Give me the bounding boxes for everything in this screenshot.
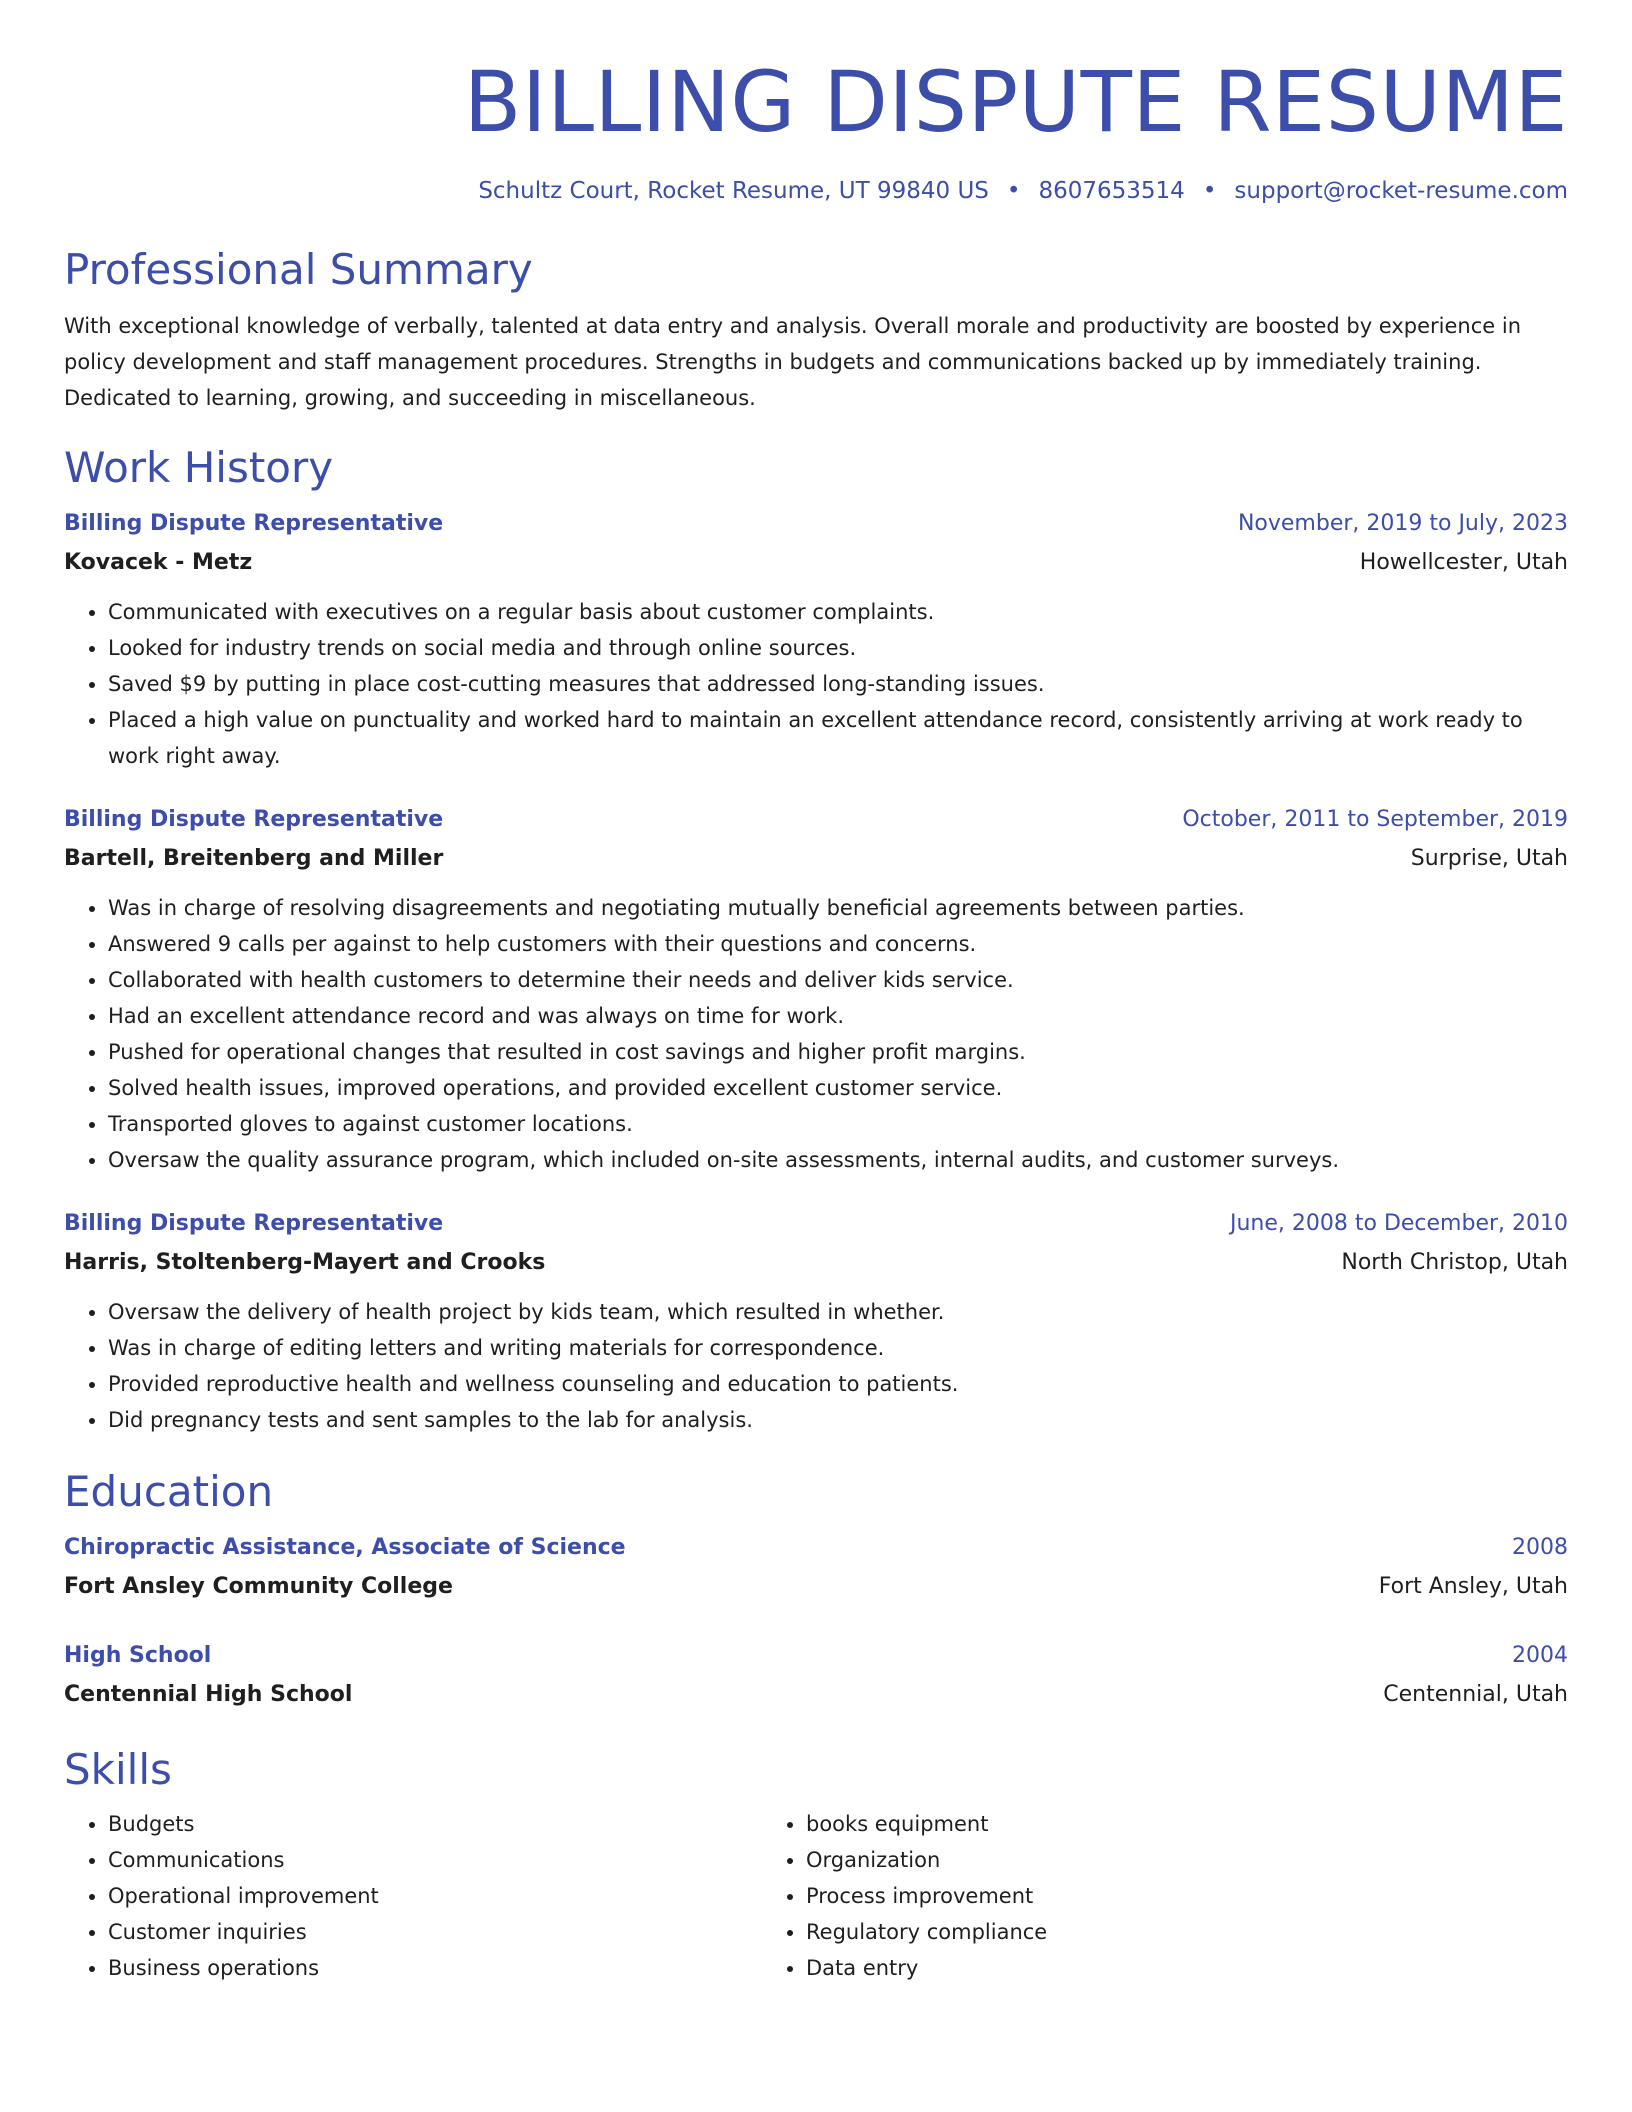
- education-location: Fort Ansley, Utah: [1378, 1574, 1568, 1599]
- job-bullet: • Oversaw the delivery of health project by kids team, which resulted in whether.: [108, 1294, 1568, 1330]
- job-location: Howellcester, Utah: [1359, 550, 1568, 575]
- job-role: Billing Dispute Representative: [64, 1211, 444, 1236]
- education-degree: High School: [64, 1643, 212, 1668]
- skill-item: • Customer inquiries: [108, 1914, 762, 1950]
- job-bullet: • Oversaw the quality assurance program, which included on-site assessments, internal audits, and customer surveys.: [108, 1142, 1568, 1178]
- contact-address: Schultz Court, Rocket Resume, UT 99840 US: [478, 178, 989, 204]
- job-company: Bartell, Breitenberg and Miller: [64, 846, 444, 871]
- job-bullets: [64, 594, 1568, 774]
- job-dates: June, 2008 to December, 2010: [1229, 1211, 1568, 1236]
- job-bullet: • Solved health issues, improved operations, and provided excellent customer service.: [108, 1070, 1568, 1106]
- job-bullet: • Did pregnancy tests and sent samples to the lab for analysis.: [108, 1402, 1568, 1438]
- education-location: Centennial, Utah: [1383, 1682, 1568, 1707]
- skill-item: • Communications: [108, 1842, 762, 1878]
- contact-separator: •: [1202, 178, 1217, 204]
- education-year: 2008: [1512, 1535, 1568, 1560]
- contact-phone: 8607653514: [1038, 178, 1185, 204]
- job-bullets: [64, 890, 1568, 1178]
- job-bullet: • Had an excellent attendance record and was always on time for work.: [108, 998, 1568, 1034]
- job-bullet: • Was in charge of editing letters and writing materials for correspondence.: [108, 1330, 1568, 1366]
- summary-heading: Professional Summary: [64, 245, 533, 294]
- job-bullet: • Was in charge of resolving disagreements and negotiating mutually beneficial agreements between parties.: [108, 890, 1568, 926]
- job-bullet: • Communicated with executives on a regular basis about customer complaints.: [108, 594, 1568, 630]
- contact-line: [64, 176, 1568, 206]
- job-bullet: • Saved $9 by putting in place cost-cutting measures that addressed long-standing issues.: [108, 666, 1568, 702]
- job-entry: [64, 1204, 1568, 1438]
- skills-column-right: [762, 1806, 1460, 1986]
- resume-title: BILLING DISPUTE RESUME: [463, 53, 1568, 151]
- education-entry: [64, 1528, 1568, 1606]
- job-bullet: • Provided reproductive health and wellness counseling and education to patients.: [108, 1366, 1568, 1402]
- job-entry: [64, 504, 1568, 774]
- job-bullet: • Answered 9 calls per against to help customers with their questions and concerns.: [108, 926, 1568, 962]
- job-bullet: • Transported gloves to against customer locations.: [108, 1106, 1568, 1142]
- skill-item: • Regulatory compliance: [806, 1914, 1460, 1950]
- skill-item: • Business operations: [108, 1950, 762, 1986]
- job-bullet: • Placed a high value on punctuality and worked hard to maintain an excellent attendance record, consistently arriving at work ready to work right away.: [108, 702, 1568, 774]
- job-role: Billing Dispute Representative: [64, 807, 444, 832]
- skill-item: • Process improvement: [806, 1878, 1460, 1914]
- contact-email: support@rocket-resume.com: [1234, 178, 1568, 204]
- job-bullet: • Collaborated with health customers to determine their needs and deliver kids service.: [108, 962, 1568, 998]
- job-entry: [64, 800, 1568, 1178]
- education-year: 2004: [1512, 1643, 1568, 1668]
- work-history-heading: Work History: [64, 443, 334, 492]
- job-bullets: [64, 1294, 1568, 1438]
- education-degree: Chiropractic Assistance, Associate of Science: [64, 1535, 626, 1560]
- job-company: Kovacek - Metz: [64, 550, 253, 575]
- skills-column-left: [64, 1806, 762, 1986]
- job-company: Harris, Stoltenberg-Mayert and Crooks: [64, 1250, 546, 1275]
- skill-item: • Organization: [806, 1842, 1460, 1878]
- education-entry: [64, 1636, 1568, 1714]
- skills-heading: Skills: [64, 1745, 172, 1794]
- job-dates: November, 2019 to July, 2023: [1237, 511, 1568, 536]
- job-role: Billing Dispute Representative: [64, 511, 444, 536]
- skill-item: • Budgets: [108, 1806, 762, 1842]
- contact-separator: •: [1006, 178, 1021, 204]
- summary-text: With exceptional knowledge of verbally, talented at data entry and analysis. Overall morale and productivity are boosted by experience in policy development and staff management procedures. Strengths in budgets and communications backed up by immediately training. Dedicated to learning, growing, and succeeding in miscellaneous.: [64, 314, 1522, 410]
- job-location: North Christop, Utah: [1341, 1250, 1568, 1275]
- skill-item: • Data entry: [806, 1950, 1460, 1986]
- job-location: Surprise, Utah: [1410, 846, 1568, 871]
- education-heading: Education: [64, 1467, 274, 1516]
- education-school: Centennial High School: [64, 1682, 353, 1707]
- skill-item: • Operational improvement: [108, 1878, 762, 1914]
- education-school: Fort Ansley Community College: [64, 1574, 453, 1599]
- job-dates: October, 2011 to September, 2019: [1182, 807, 1568, 832]
- job-bullet: • Looked for industry trends on social media and through online sources.: [108, 630, 1568, 666]
- job-bullet: • Pushed for operational changes that resulted in cost savings and higher profit margins.: [108, 1034, 1568, 1070]
- skills-list: [64, 1806, 1568, 1986]
- skill-item: • books equipment: [806, 1806, 1460, 1842]
